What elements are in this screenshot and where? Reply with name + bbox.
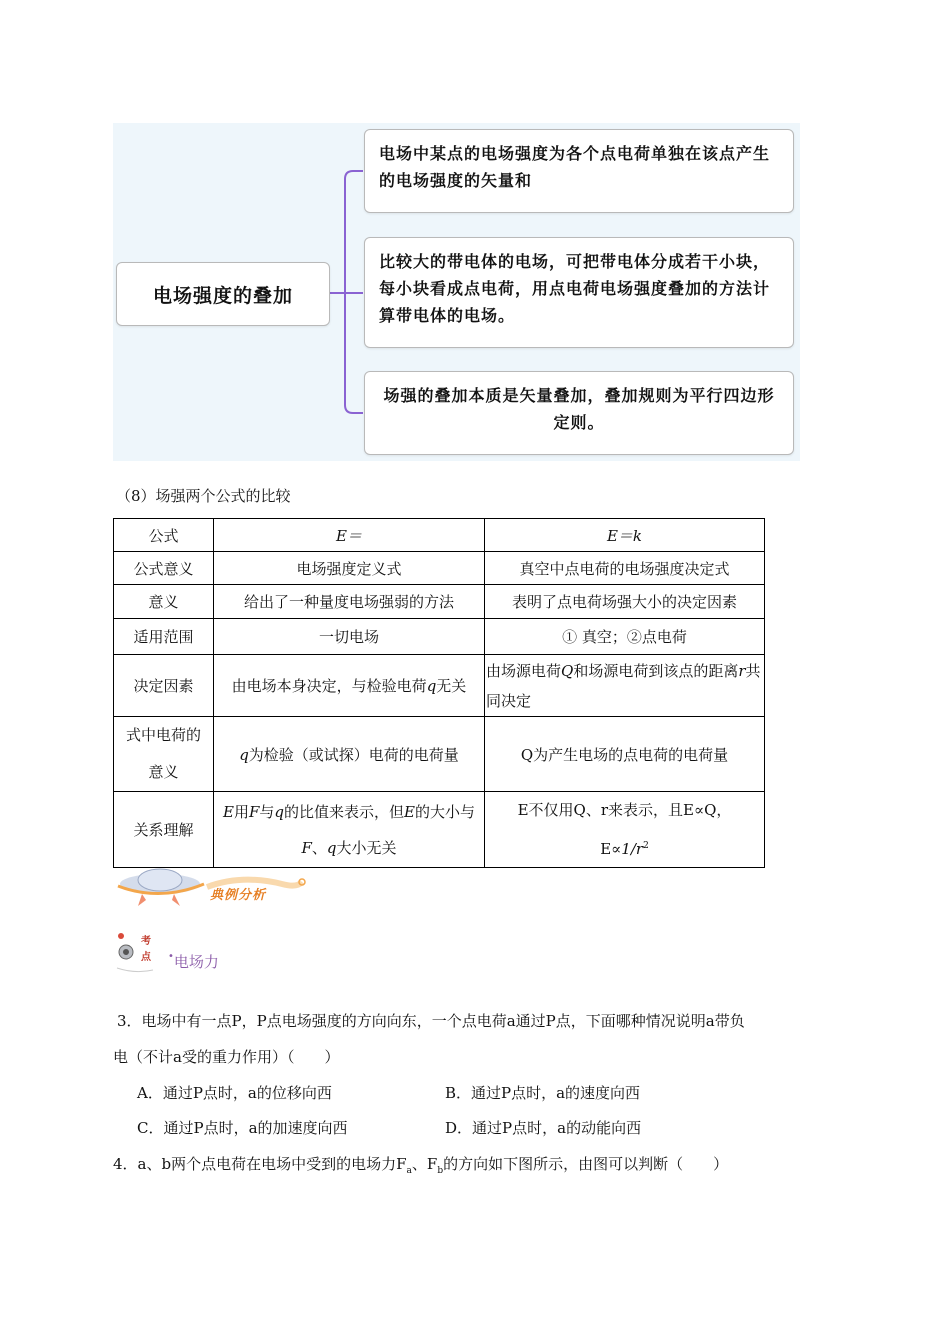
cell-formula-2: E＝k [485,519,765,552]
text: 大小无关 [336,838,397,857]
cell-value: ① 真空；②点电荷 [485,619,765,655]
var-q: q [426,677,437,695]
cell-label: 意义 [114,585,214,619]
text: 为检验（或试探）电荷的电荷量 [248,745,459,764]
bullet-icon: • [168,951,174,962]
subscript: a [406,1166,412,1176]
table-row [114,717,765,792]
cell-label: 关系理解 [114,792,214,868]
test-point-label [168,951,219,972]
cell-value [485,655,765,717]
formula-comparison-table [113,518,765,868]
superscript: 2 [643,841,649,851]
question-4-stem [113,1154,728,1181]
cell-value: 一切电场 [214,619,485,655]
cell-value: 表明了点电荷场强大小的决定因素 [485,585,765,619]
example-analysis-title: 典例分析 [210,888,267,903]
question-3-option-c: C．通过P点时，a的加速度向西 [137,1119,348,1137]
cell-formula-1: E＝ [214,519,485,552]
mind-map-root: 电场强度的叠加 [116,262,330,326]
cell-label [114,717,214,792]
table-row [114,655,765,717]
text: 1/r [621,840,644,858]
table-row [114,585,765,619]
cell-value: 真空中点电荷的电场强度决定式 [485,552,765,585]
text: 的方向如下图所示，由图可以判断（ ） [443,1155,729,1173]
text: 由场源电荷 [486,661,562,680]
cell-value: 电场强度定义式 [214,552,485,585]
text: 和场源电荷到该点的距离 [573,661,739,680]
test-point-icon [115,930,155,974]
text: 意义 [148,763,179,781]
var-Q: Q [561,661,574,680]
text: 共同决定 [486,661,761,710]
svg-text:点: 点 [141,952,151,963]
text: 式中电荷的 [125,726,201,744]
var-q: q [326,838,337,857]
mind-map-node-2: 比较大的带电体的电场，可把带电体分成若干小块，每小块看成点电荷，用点电荷电场强度叠加的方法计算带电体的电场。 [364,237,794,348]
text: 无关 [436,677,467,695]
cell-label: 公式意义 [114,552,214,585]
var-q: q [274,802,285,821]
var-q: q [239,745,249,764]
text: a、b两个点电荷在电场中受到的电场力F [137,1155,407,1173]
cell-value: Q为产生电场的点电荷的电荷量 [485,717,765,792]
subscript: b [437,1166,444,1176]
svg-text:考: 考 [141,936,151,947]
text: 由电场本身决定，与检验电荷 [231,677,427,695]
text: 4． [113,1155,138,1173]
text: E∝ [600,840,622,858]
mind-map-node-3: 场强的叠加本质是矢量叠加，叠加规则为平行四边形定则。 [364,371,794,455]
cell-label: 公式 [114,519,214,552]
text: 、F [411,1155,438,1173]
cell-value [485,792,765,868]
var-F: F [301,838,312,857]
var-r: r [738,661,746,680]
mind-map-node-1: 电场中某点的电场强度为各个点电荷单独在该点产生的电场强度的矢量和 [364,129,794,213]
table-row [114,519,765,552]
mind-map [113,123,800,461]
cell-label: 适用范围 [114,619,214,655]
cell-label: 决定因素 [114,655,214,717]
question-3-option-d: D．通过P点时，a的动能向西 [445,1119,642,1137]
cell-value [214,655,485,717]
text: 电场力 [173,953,219,971]
question-3-option-b: B．通过P点时，a的速度向西 [445,1084,641,1102]
text: 用 [233,802,249,821]
text: 、 [311,838,327,857]
question-3-stem-line-2: 电（不计a受的重力作用）（ ） [113,1048,340,1066]
var-E: E [404,802,415,821]
var-F: F [248,802,260,821]
cell-value [214,717,485,792]
table-row [114,552,765,585]
table-row [114,792,765,868]
question-3-stem-line-1: 3．电场中有一点P，P点电场强度的方向向东，一个点电荷a通过P点，下面哪种情况说明a带负 [117,1012,745,1030]
cell-value [214,792,485,868]
text: 的比值来表示，但 [284,802,405,821]
text: 的大小与 [414,802,475,821]
table-row [114,619,765,655]
text: 与 [259,802,275,821]
table-caption: （8）场强两个公式的比较 [116,487,291,505]
text: E不仅用Q、r来表示，且E∝Q， [517,801,732,819]
var-E: E [223,802,234,821]
cell-value: 给出了一种量度电场强弱的方法 [214,585,485,619]
question-3-option-a: A．通过P点时，a的位移向西 [137,1084,332,1102]
